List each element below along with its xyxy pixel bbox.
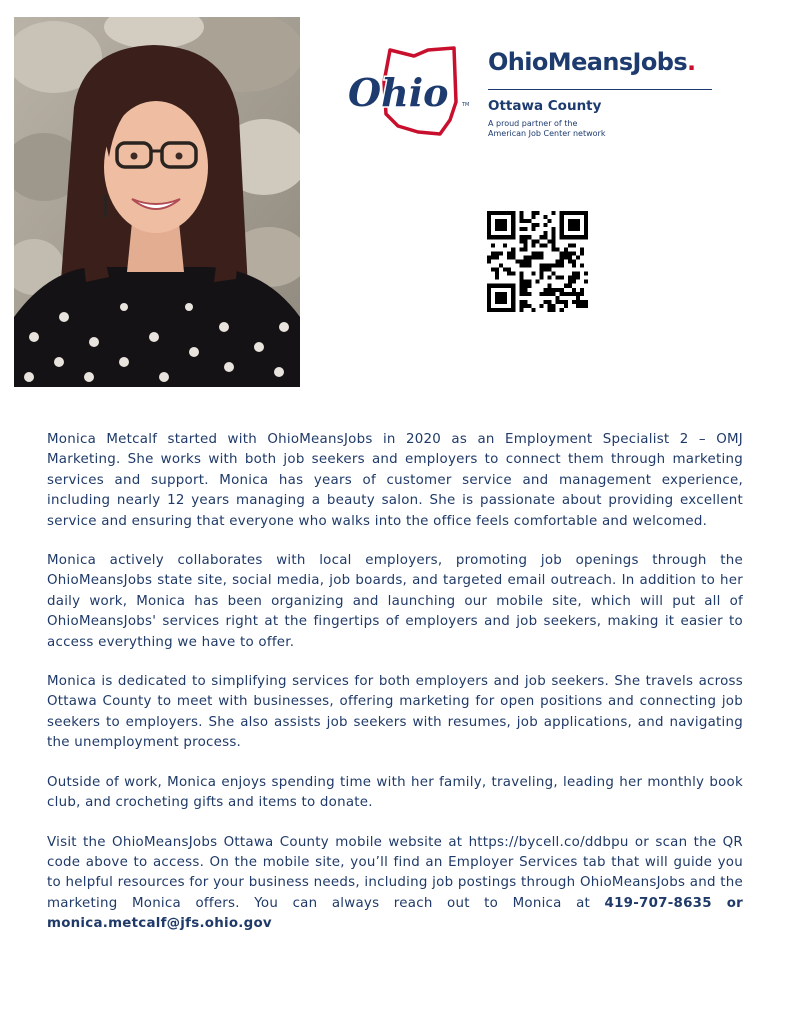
partner-line-2: American Job Center network: [488, 129, 606, 138]
ohio-wordmark: Ohio: [348, 70, 449, 115]
partner-line-1: A proud partner of the: [488, 119, 578, 128]
ohio-means-jobs-logo: [346, 42, 736, 152]
bio-paragraph-5: [47, 833, 743, 935]
bio-paragraph-3: Monica is dedicated to simplifying services for both employers and job seekers. She travels across Ottawa County to meet with businesses, offering marketing for open positions and connecting job seekers to employers. She also assists job seekers with resumes, job applications, and navigating the unemployment process.: [47, 674, 743, 751]
visit-text: Visit the OhioMeansJobs Ottawa County mobile website at https://bycell.co/ddbpu or scan the QR code above to access. On the mobile site, you’ll find an Employer Services tab that will guide you to helpful resources for your business needs, including job postings through OhioMeansJobs and the marketing Monica offers. You can always reach out to Monica at: [47, 834, 743, 911]
biography-text: [47, 430, 743, 954]
brand-name-text: OhioMeansJobs: [488, 48, 688, 76]
partner-tagline: [488, 119, 628, 139]
profile-photo: [14, 17, 300, 387]
brand-name: [488, 48, 696, 76]
county-name: Ottawa County: [488, 98, 602, 114]
ohio-state-logo-icon: [346, 42, 476, 142]
qr-code-icon[interactable]: [487, 211, 588, 312]
brand-dot: .: [687, 48, 696, 76]
bio-paragraph-1: Monica Metcalf started with OhioMeansJobs in 2020 as an Employment Specialist 2 – OMJ Marketing. She works with both job seekers and employers to connect them through marketing services and support. Monica has years of customer service and management experience, including nearly 12 years managing a beauty salon. She is passionate about providing excellent service and ensuring that everyone who walks into the office feels comfortable and welcomed.: [47, 432, 743, 529]
bio-paragraph-2: Monica actively collaborates with local employers, promoting job openings through the OhioMeansJobs state site, social media, job boards, and targeted email outreach. In addition to her daily work, Monica has been organizing and launching our mobile site, which will put all of OhioMeansJobs' services right at the fingertips of employers and job seekers, making it easier to access everything we have to offer.: [47, 553, 743, 650]
trademark-label: TM: [462, 102, 470, 108]
brand-divider: [488, 89, 712, 90]
contact-info-link[interactable]: 419-707-8635 or monica.metcalf@jfs.ohio.gov: [47, 895, 744, 932]
bio-paragraph-4: Outside of work, Monica enjoys spending time with her family, traveling, leading her monthly book club, and crocheting gifts and items to donate.: [47, 774, 743, 811]
